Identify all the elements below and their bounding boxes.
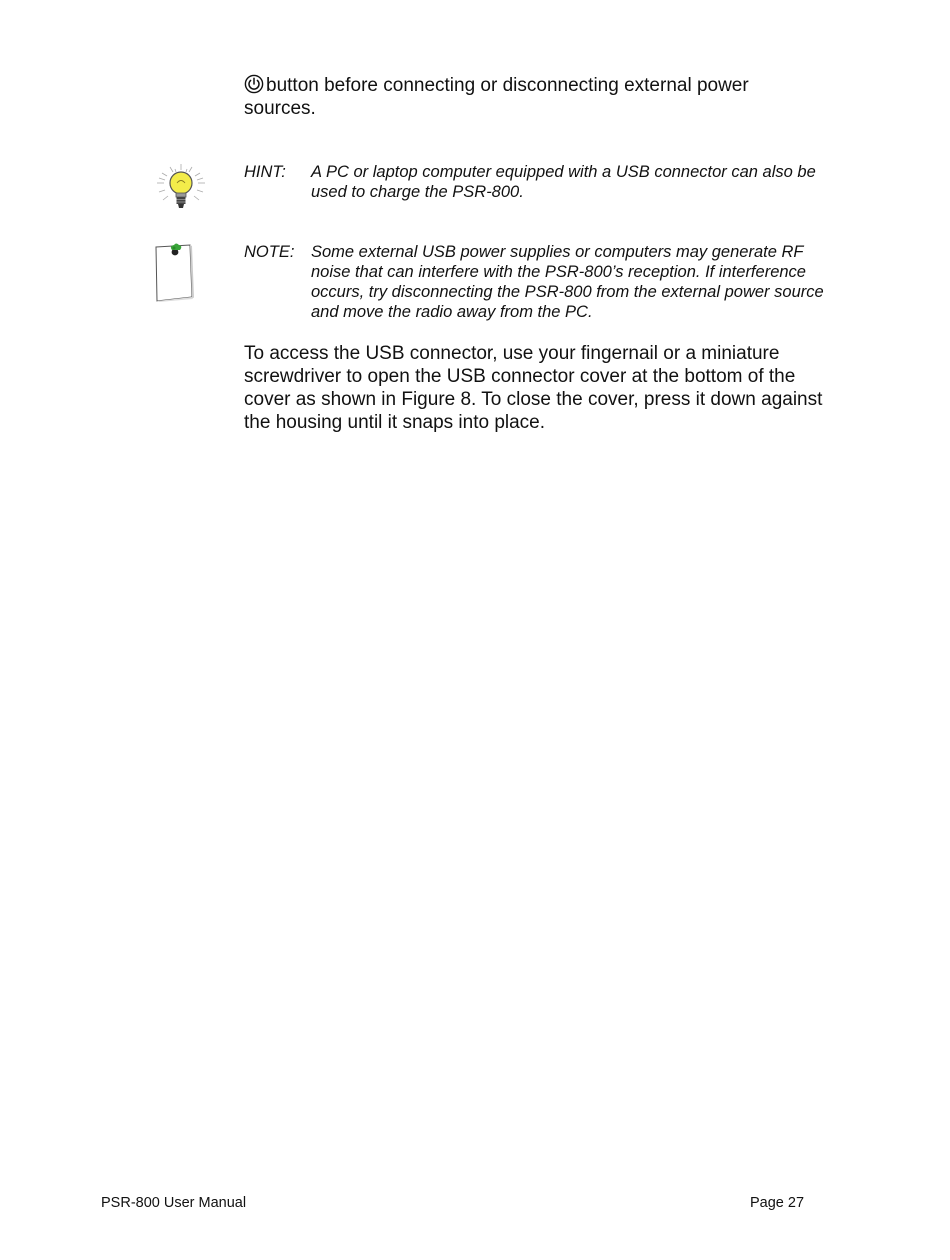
note-label: NOTE: [244, 243, 295, 261]
usb-connector-paragraph: To access the USB connector, use your fingernail or a miniature screwdriver to open the USB connector cover at the bottom of the cover as shown in Figure 8. To close the cover, press it down against the housing until it snaps into place. [244, 343, 823, 433]
hint-text: A PC or laptop computer equipped with a USB connector can also be used to charge the PSR-800. [311, 163, 816, 201]
footer-page-number: Page 27 [750, 1195, 805, 1211]
note-text: Some external USB power supplies or computers may generate RF noise that can interfere with the PSR-800’s reception. If interference occurs, try disconnecting the PSR-800 from the external power source and move the radio away from the PC. [311, 243, 824, 321]
note-paper-icon [152, 241, 198, 303]
power-button-instruction-text: button before connecting or disconnecting external power sources. [244, 75, 749, 119]
hint-callout [244, 162, 834, 202]
power-button-instruction [244, 74, 824, 120]
power-icon [244, 74, 264, 94]
note-callout [244, 242, 834, 322]
hint-label: HINT: [244, 163, 286, 181]
lightbulb-icon [153, 162, 209, 216]
footer-manual-title: PSR-800 User Manual [101, 1195, 247, 1211]
